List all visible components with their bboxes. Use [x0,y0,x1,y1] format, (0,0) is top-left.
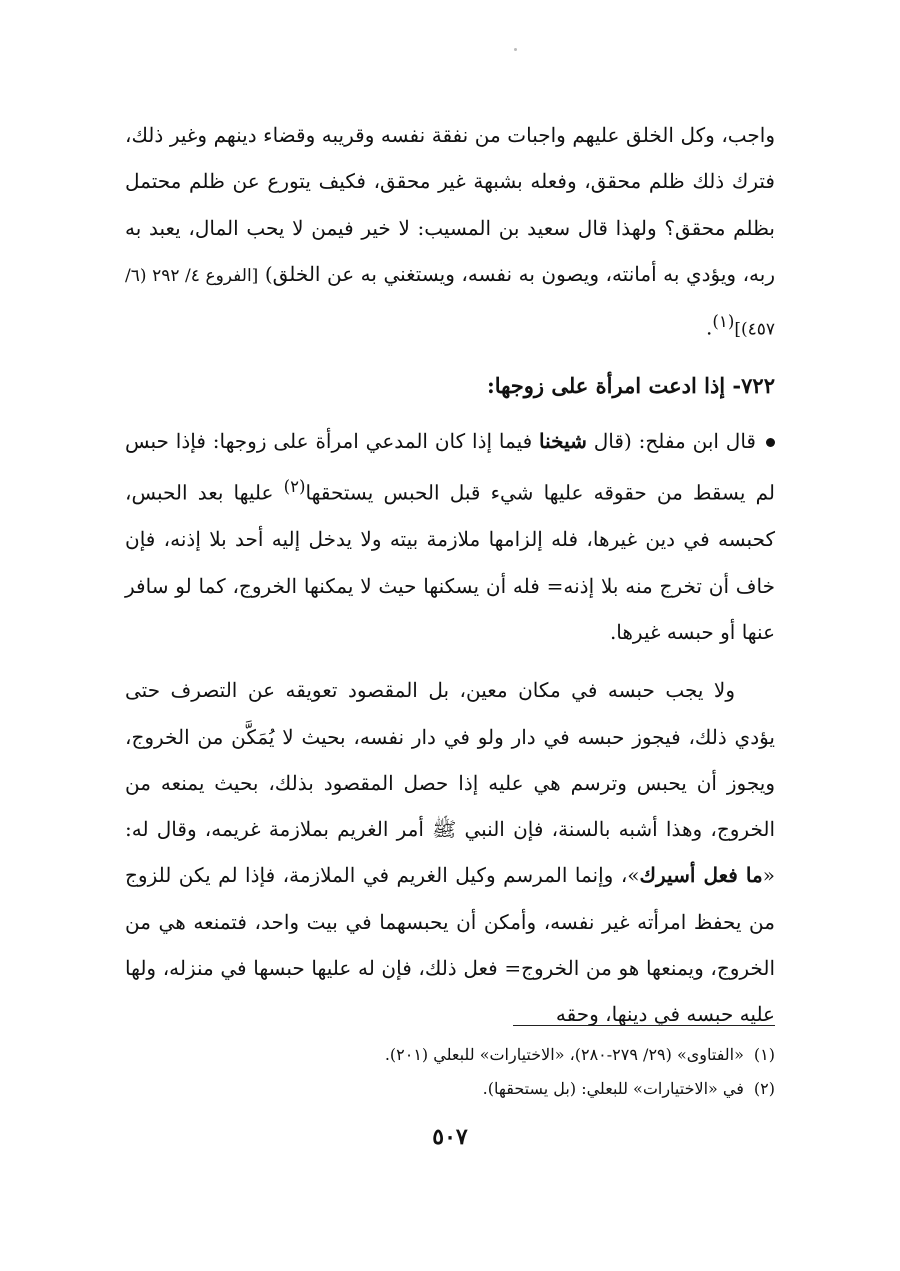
paragraph-3-rest: »، وإنما المرسم وكيل الغريم في الملازمة، فإذا لم يكن للزوج من يحفظ امرأته غير نفسه، وأمكن أن يحبسهما في بيت واحد، فتمنعه هي من الخروج، ويمنعها هو من الخروج= فعل ذلك، فإن له عليها حبسها في منزله، ولها عليه حبسه في دينها، وحقه [125,863,775,1027]
footnotes [125,1038,775,1106]
paragraph-2-bold: شيخنا [539,429,587,454]
footnote-1-text: «الفتاوى» (٢٩/ ٢٧٩-٢٨٠)، «الاختيارات» للبعلي (٢٠١). [384,1045,744,1064]
footnote-2 [125,1072,775,1106]
paragraph-2-after-bold: فيما إذا كان المدعي امرأة على زوجها: فإذا حبس لم يسقط من حقوقه عليها شيء قبل الحبس يستحقها [125,429,775,506]
footnote-marker-1[interactable]: (١) [712,312,735,332]
paragraph-2 [125,418,775,655]
paragraph-1-end: . [706,315,713,340]
paragraph-1 [125,112,775,353]
paragraph-1-reference: [الفروع ٤/ ٢٩٢ (٦/ ٤٥٧)] [125,265,775,340]
section-heading: ٧٢٢- إذا ادعت امرأة على زوجها: [486,373,775,399]
main-text [125,112,775,1038]
footnote-2-number: (٢) [753,1079,775,1098]
paragraph-2-rest: عليها بعد الحبس، كحبسه في دين غيرها، فله إلزامها ملازمة بيته ولا يدخل إليه أحد بلا إذنه، فإن خاف أن تخرج منه بلا إذنه= فله أن يسكنها حيث لا يمكنها الخروج، كما لو سافر عنها أو حبسه غيرها. [125,481,775,644]
footnote-1 [125,1038,775,1072]
bullet-icon [766,438,775,447]
paragraph-3-lead: ولا يجب حبسه في مكان معين، بل المقصود تعويقه عن التصرف حتى يؤدي ذلك، فيجوز حبسه في دار ولو في دار نفسه، بحيث لا يُمَكَّن من الخروج، ويجوز أن يحبس وترسم هي عليه إذا حصل المقصود بذلك، بحيث يمنعه من الخروج، وهذا أشبه بالسنة، فإن النبي ﷺ أمر الغريم بملازمة غريمه، وقال له: « [125,678,775,888]
page-number: ٥٠٧ [432,1124,468,1150]
paragraph-1-text: واجب، وكل الخلق عليهم واجبات من نفقة نفسه وقريبه وقضاء دينهم وغير ذلك، فترك ذلك ظلم محقق، وفعله بشبهة غير محقق، فكيف يتورع عن ظلم محتمل بظلم محقق؟ ولهذا قال سعيد بن المسيب: لا خير فيمن لا يحب المال، يعبد به ربه، ويؤدي به أمانته، ويصون به نفسه، ويستغني به عن الخلق) [125,123,775,286]
top-mark [514,48,517,51]
paragraph-2-lead: قال ابن مفلح: (قال [586,429,756,454]
footnote-1-number: (١) [753,1045,775,1064]
footnote-2-text: في «الاختيارات» للبعلي: (بل يستحقها). [482,1079,744,1098]
paragraph-3-bold: ما فعل أسيرك [639,863,763,888]
footnote-marker-2[interactable]: (٢) [283,477,306,497]
footnote-divider [513,1025,775,1026]
paragraph-3 [125,667,775,1037]
